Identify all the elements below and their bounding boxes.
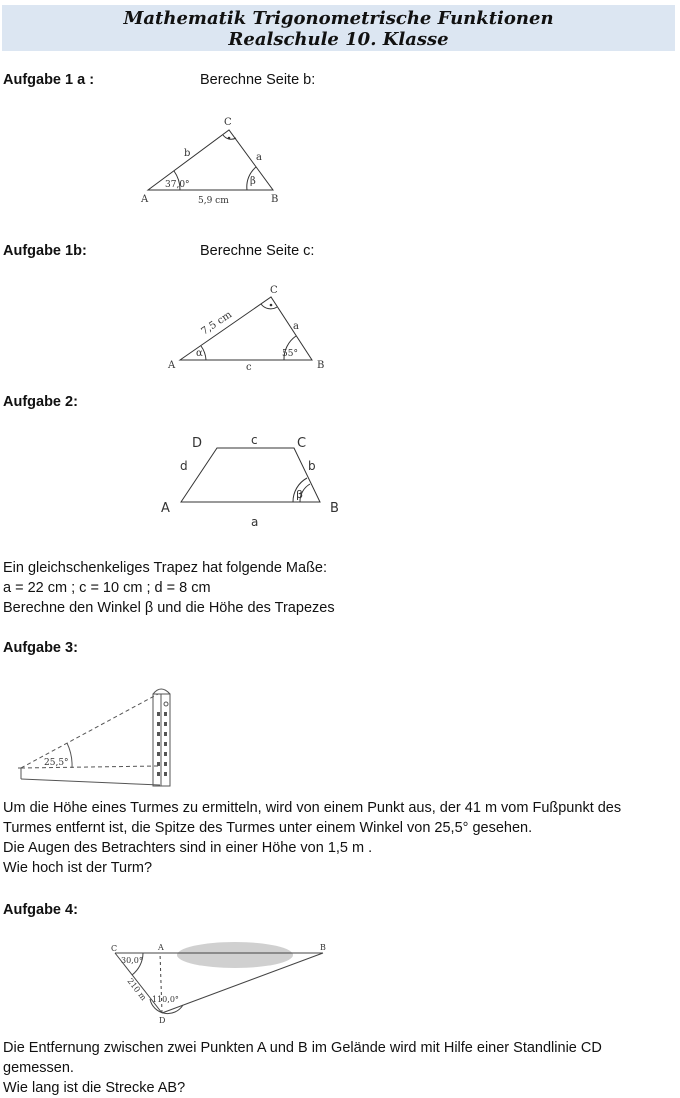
label-vertex-c: C: [270, 285, 278, 296]
task-2-heading: Aufgabe 2:: [3, 394, 78, 410]
label-vertex-b: B: [320, 943, 326, 952]
task-3-text-line: Turmes entfernt ist, die Spitze des Turmes unter einem Winkel von 25,5° gesehen.: [3, 820, 533, 836]
tower-figure: [10, 682, 190, 792]
task-4-text-line: Die Entfernung zwischen zwei Punkten A und B im Gelände wird mit Hilfe einer Standlinie CD: [3, 1040, 602, 1056]
label-side-b-length: 7,5 cm: [199, 309, 235, 338]
label-angle-c: 30,0°: [121, 956, 143, 965]
label-side-a: a: [256, 152, 262, 163]
task-3-text-line: Wie hoch ist der Turm?: [3, 860, 153, 876]
label-vertex-d: D: [159, 1016, 166, 1025]
label-vertex-b: B: [271, 194, 279, 205]
label-angle-beta: 55°: [282, 349, 298, 359]
task-4-text-line: gemessen.: [3, 1060, 74, 1076]
label-side-d: d: [180, 459, 188, 473]
label-angle-beta: β: [296, 488, 304, 501]
task-1b-heading: Aufgabe 1b:: [3, 243, 87, 259]
label-vertex-b: B: [330, 501, 339, 516]
label-angle-alpha: 37,0°: [165, 180, 190, 190]
label-side-cd-length: 210 m: [125, 976, 149, 1003]
task-1a-heading: Aufgabe 1 a :: [3, 72, 95, 88]
task-3-heading: Aufgabe 3:: [3, 640, 78, 656]
trapezoid-figure: [155, 430, 355, 535]
label-vertex-a: A: [158, 943, 164, 952]
worksheet-subtitle: Realschule 10. Klasse: [228, 29, 449, 50]
field-measurement-figure: [105, 935, 335, 1025]
label-vertex-c: C: [297, 436, 307, 451]
triangle-1a-figure: [130, 110, 300, 210]
task-2-text-line: a = 22 cm ; c = 10 cm ; d = 8 cm: [3, 580, 211, 596]
label-vertex-a: A: [168, 360, 176, 371]
task-4-heading: Aufgabe 4:: [3, 902, 78, 918]
task-2-text-line: Ein gleichschenkeliges Trapez hat folgende Maße:: [3, 560, 328, 576]
task-4-text: [3, 1038, 675, 1098]
label-side-c: c: [251, 433, 258, 447]
label-angle-alpha: α: [196, 348, 203, 359]
label-side-b: b: [308, 459, 316, 473]
label-vertex-a: A: [141, 194, 149, 205]
label-vertex-c: C: [111, 944, 118, 953]
worksheet-title: Mathematik Trigonometrische Funktionen: [123, 8, 554, 29]
task-2-text: [3, 558, 675, 618]
task-4-text-line: Wie lang ist die Strecke AB?: [3, 1080, 186, 1096]
triangle-1b-figure: [160, 280, 340, 380]
task-3-text: [3, 798, 675, 878]
worksheet-header: [2, 5, 675, 51]
task-2-text-line: Berechne den Winkel β und die Höhe des Trapezes: [3, 600, 335, 616]
label-side-c-length: 5,9 cm: [198, 196, 229, 206]
label-side-a: a: [293, 321, 299, 332]
task-3-text-line: Die Augen des Betrachters sind in einer Höhe von 1,5 m .: [3, 840, 373, 856]
label-side-b: b: [184, 148, 191, 159]
label-vertex-a: A: [161, 501, 170, 516]
task-3-text-line: Um die Höhe eines Turmes zu ermitteln, wird von einem Punkt aus, der 41 m vom Fußpunkt des: [3, 800, 622, 816]
label-angle: 25,5°: [44, 758, 69, 768]
label-vertex-c: C: [224, 117, 232, 128]
label-side-c: c: [246, 362, 252, 373]
label-vertex-d: D: [192, 436, 203, 451]
terrain-obstacle: [177, 942, 293, 968]
task-1b-prompt: Berechne Seite c:: [200, 243, 315, 259]
label-side-a: a: [251, 515, 259, 529]
label-angle-beta: β: [250, 176, 256, 187]
label-vertex-b: B: [317, 360, 325, 371]
label-angle-d: 110,0°: [152, 995, 179, 1004]
task-1a-prompt: Berechne Seite b:: [200, 72, 316, 88]
